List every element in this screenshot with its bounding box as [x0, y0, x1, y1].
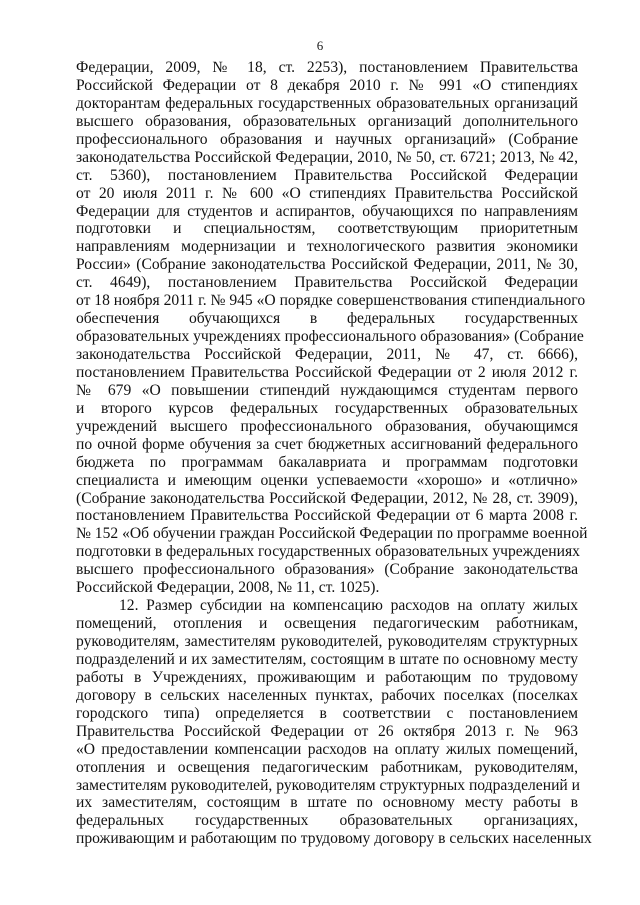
text-line: по очной форме обучения за счет бюджетных ассигнований федерального	[76, 435, 578, 453]
text-line: городского типа) определяется в соответствии с постановлением	[76, 704, 578, 722]
text-line: подразделений и их заместителям, состоящим в штате по основному месту	[76, 650, 578, 668]
text-line: отопления и освещения педагогическим работникам, руководителям,	[76, 758, 578, 776]
text-line: работы в Учреждениях, проживающим и работающим по трудовому	[76, 668, 578, 686]
text-line: руководителям, заместителям руководителей, руководителям структурных	[76, 633, 578, 650]
text-line: ст. 5360), постановлением Правительства Российской Федерации	[76, 166, 578, 184]
text-line: от 18 ноября 2011 г. № 945 «О порядке совершенствования стипендиального	[76, 292, 586, 310]
text-line: Федерации для студентов и аспирантов, обучающихся по направлениям	[76, 202, 578, 220]
text-line: образовательных учреждениях профессионального образования» (Собрание	[76, 328, 584, 346]
text-line: обеспечения обучающихся в федеральных государственных	[76, 310, 578, 328]
text-line: их заместителям, состоящим в штате по основному месту работы в	[76, 794, 578, 812]
text-line: подготовки в федеральных государственных образовательных учреждениях	[76, 543, 580, 561]
text-line: Российской Федерации от 8 декабря 2010 г. № 991 «О стипендиях	[76, 76, 578, 94]
text-line: «О предоставлении компенсации расходов на оплату жилых помещений,	[76, 740, 578, 758]
text-line: от 20 июля 2011 г. № 600 «О стипендиях Правительства Российской	[76, 184, 578, 202]
text-line: законодательства Российской Федерации, 2010, № 50, ст. 6721; 2013, № 42,	[76, 148, 578, 166]
text-line: законодательства Российской Федерации, 2011, № 47, ст. 6666),	[76, 346, 578, 363]
text-line: № 679 «О повышении стипендий нуждающимся студентам первого	[76, 381, 578, 399]
text-line: направлениям модернизации и технологического развития экономики	[76, 238, 578, 256]
text-line: высшего профессионального образования» (Собрание законодательства	[76, 561, 578, 579]
text-line: учреждений высшего профессионального образования, обучающимся	[76, 417, 578, 435]
text-line: помещений, отопления и освещения педагогическим работникам,	[76, 615, 578, 633]
text-line: договору в сельских населенных пунктах, рабочих поселках (поселках	[76, 686, 578, 704]
text-line: Федерации, 2009, № 18, ст. 2253), постановлением Правительства	[76, 59, 578, 76]
text-line: проживающим и работающим по трудовому договору в сельских населенных	[76, 830, 592, 848]
text-line: № 152 «Об обучении граждан Российской Федерации по программе военной	[76, 525, 588, 543]
text-line: постановлением Правительства Российской Федерации от 2 июля 2012 г.	[76, 363, 578, 381]
text-line: профессионального образования и научных организаций» (Собрание	[76, 130, 578, 148]
text-line: Правительства Российской Федерации от 26 октября 2013 г. № 963	[76, 722, 578, 740]
text-line: постановлением Правительства Российской Федерации от 6 марта 2008 г.	[76, 507, 578, 525]
text-line: федеральных государственных образовательных организациях,	[76, 812, 578, 830]
text-line: России» (Собрание законодательства Российской Федерации, 2011, № 30,	[76, 256, 578, 274]
paragraph-first-line: 12. Размер субсидии на компенсацию расходов на оплату жилых	[119, 597, 578, 615]
text-line: ст. 4649), постановлением Правительства Российской Федерации	[76, 274, 578, 292]
body-text	[76, 59, 592, 848]
text-line: высшего образования, образовательных организаций дополнительного	[76, 112, 578, 130]
text-line: Российской Федерации, 2008, № 11, ст. 1025).	[76, 579, 380, 597]
text-line: специалиста и имеющим оценки успеваемости «хорошо» и «отлично»	[76, 471, 578, 489]
text-line: бюджета по программам бакалавриата и программам подготовки	[76, 453, 578, 471]
text-line: заместителям руководителей, руководителям структурных подразделений и	[76, 776, 581, 794]
text-line: и второго курсов федеральных государственных образовательных	[76, 399, 578, 417]
text-line: (Собрание законодательства Российской Федерации, 2012, № 28, ст. 3909),	[76, 489, 578, 507]
text-line: подготовки и специальностям, соответствующим приоритетным	[76, 220, 578, 238]
text-line: докторантам федеральных государственных образовательных организаций	[76, 94, 578, 112]
page-number: 6	[316, 38, 324, 53]
